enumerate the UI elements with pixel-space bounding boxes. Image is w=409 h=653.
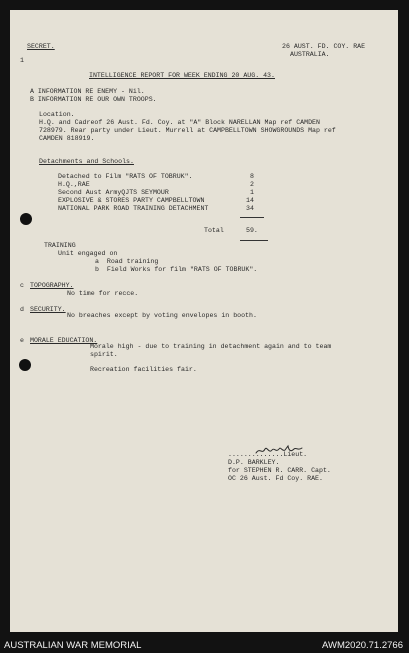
training-item: a Road training (95, 258, 159, 265)
location-line: 728979. Rear party under Lieut. Murrell at CAMPBELLTOWN SHOWGROUNDS Map ref (39, 127, 336, 134)
training-intro: Unit engaged on (58, 250, 118, 257)
report-title: INTELLIGENCE REPORT FOR WEEK ENDING 20 AUG. 43. (89, 72, 275, 79)
recreation-text: Recreation facilities fair. (90, 366, 197, 373)
location-line: CAMDEN 818919. (39, 135, 95, 142)
accession-number: AWM2020.71.2766 (322, 640, 403, 651)
section-e-label: e (20, 337, 24, 344)
total-value: 59. (246, 227, 258, 234)
detachment-count: 8 (250, 173, 254, 180)
morale-line: spirit. (90, 351, 118, 358)
section-d-label: d (20, 306, 24, 313)
detachment-count: 14 (246, 197, 254, 204)
section-a: A INFORMATION RE ENEMY - Nil. (30, 88, 145, 95)
punch-hole-top (20, 213, 32, 225)
detachment-count: 34 (246, 205, 254, 212)
detachment-count: 1 (250, 189, 254, 196)
security-heading: SECURITY. (30, 306, 66, 313)
unit-location: AUSTRALIA. (290, 51, 330, 58)
total-rule-top (240, 217, 264, 218)
training-heading: TRAINING (44, 242, 76, 249)
punch-hole-bottom (19, 359, 31, 371)
signatory-name: D.P. BARKLEY. (228, 459, 280, 466)
training-item: b Field Works for film "RATS OF TOBRUK". (95, 266, 258, 273)
total-label: Total (204, 227, 224, 234)
detachment-label: H.Q.,RAE (58, 181, 90, 188)
section-c-label: c (20, 282, 24, 289)
archive-name: AUSTRALIAN WAR MEMORIAL (4, 640, 142, 651)
total-rule-bottom (240, 240, 268, 241)
detachment-count: 2 (250, 181, 254, 188)
unit-designation: 26 AUST. FD. COY. RAE (282, 43, 366, 50)
signatory-for: for STEPHEN R. CARR. Capt. (228, 467, 331, 474)
location-heading: Location. (39, 111, 75, 118)
morale-heading: MORALE EDUCATION. (30, 337, 98, 344)
page-mark: 1 (20, 57, 24, 64)
detachments-heading: Detachments and Schools. (39, 158, 134, 165)
detachment-label: NATIONAL PARK ROAD TRAINING DETACHMENT (58, 205, 209, 212)
signature-line: ..............Lieut. (228, 451, 308, 458)
detachment-label: Second Aust ArmyQJTS SEYMOUR (58, 189, 169, 196)
security-text: No breaches except by voting envelopes in booth. (67, 312, 257, 319)
classification-label: SECRET. (27, 43, 55, 50)
signatory-unit: OC 26 Aust. Fd Coy. RAE. (228, 475, 323, 482)
topography-text: No time for recce. (67, 290, 139, 297)
detachment-label: Detached to Film "RATS OF TOBRUK". (58, 173, 193, 180)
morale-line: Morale high - due to training in detachment again and to team (90, 343, 332, 350)
topography-heading: TOPOGRAPHY. (30, 282, 74, 289)
section-b: B INFORMATION RE OUR OWN TROOPS. (30, 96, 157, 103)
detachment-label: EXPLOSIVE & STORES PARTY CAMPBELLTOWN (58, 197, 205, 204)
location-line: H.Q. and Cadreof 26 Aust. Fd. Coy. at "A" Block NARELLAN Map ref CAMDEN (39, 119, 320, 126)
